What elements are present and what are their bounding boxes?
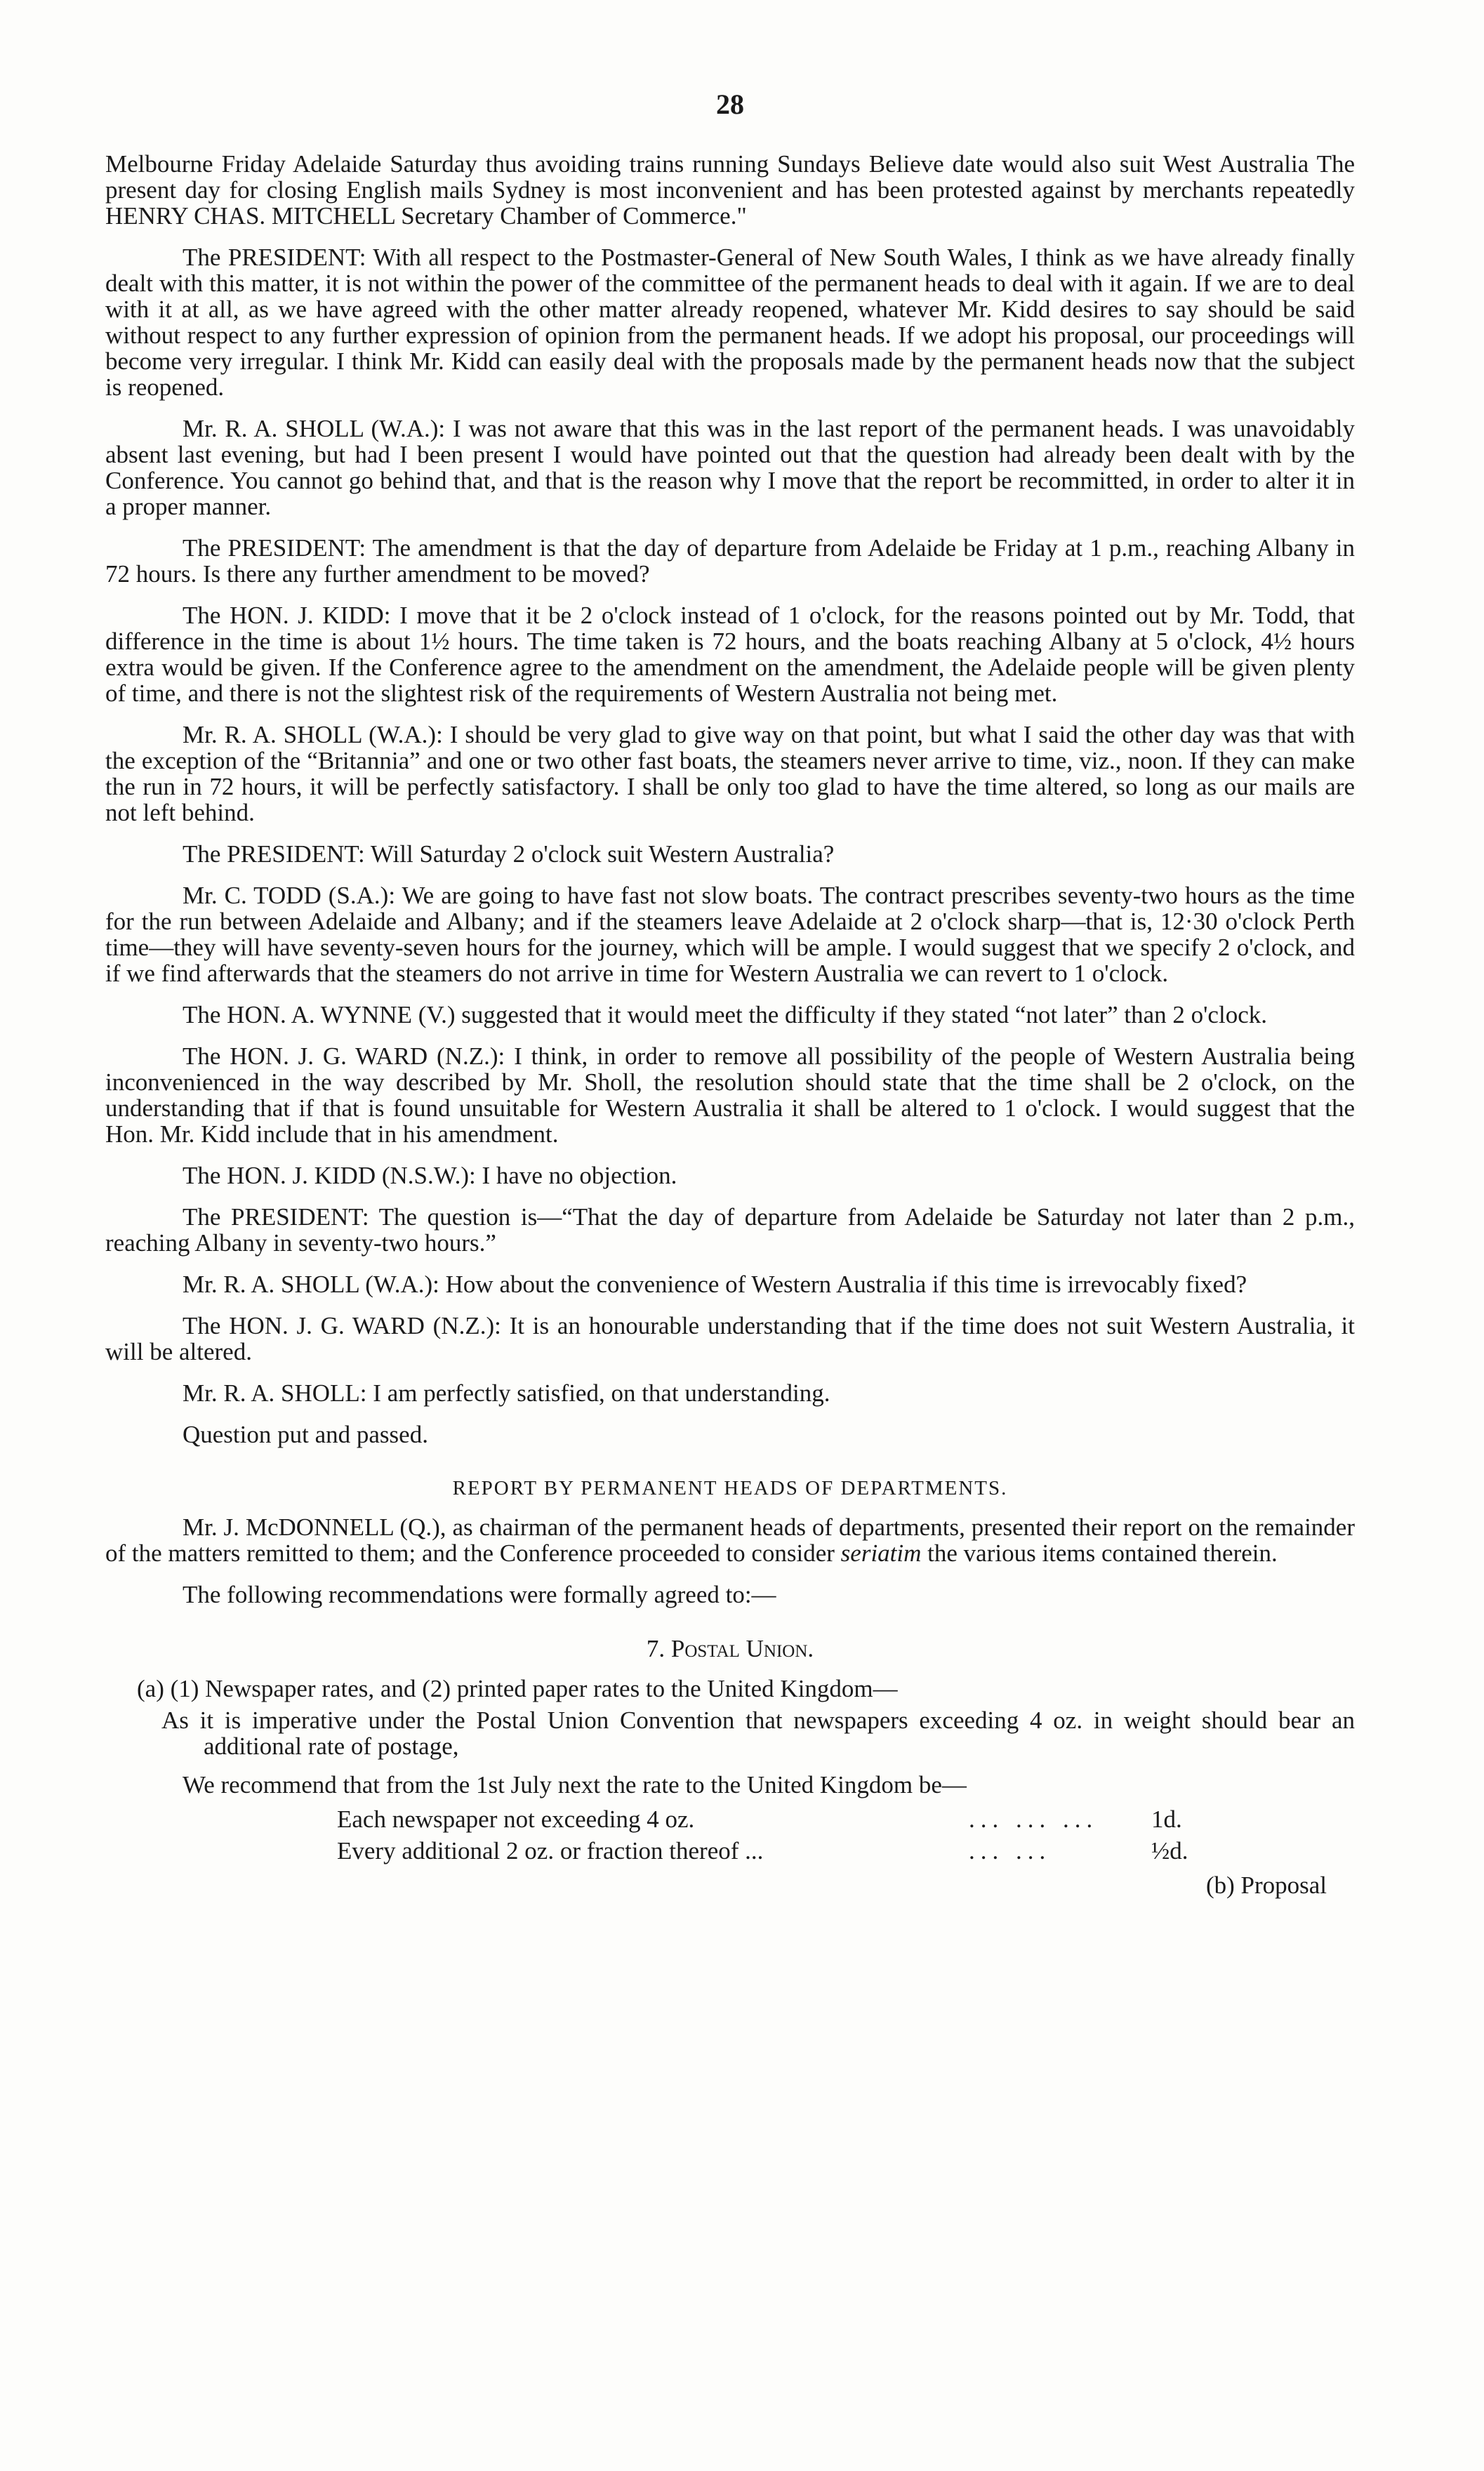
- paragraph-kidd-1: The HON. J. KIDD: I move that it be 2 o'clock instead of 1 o'clock, for the reasons pointed out by Mr. Todd, that difference in the time is about 1½ hours. The time taken is 72 hours, and the boats reaching Albany at 5 o'clock, 4½ hours extra would be given. If the Conference agree to the amendment on the amendment, the Adelaide people will be given plenty of time, and there is not the slightest risk of the requirements of Western Australia not being met.: [105, 602, 1355, 707]
- recommend-line: We recommend that from the 1st July next the rate to the United Kingdom be—: [183, 1771, 967, 1798]
- paragraph-sholl-2: Mr. R. A. SHOLL (W.A.): I should be very glad to give way on that point, but what I said the other day was that with the exception of the “Britannia” and one or two other fast boats, the steamers never arrive to time, viz., noon. If they can make the run in 72 hours, it will be perfectly satisfactory. I shall be only too glad to have the time altered, so long as our mails are not left behind.: [105, 721, 1355, 826]
- page-number: 28: [716, 88, 744, 120]
- paragraph-sholl-3: Mr. R. A. SHOLL (W.A.): How about the convenience of Western Australia if this time is irrevocably fixed?: [183, 1271, 1247, 1298]
- recommendations-intro: The following recommendations were formally agreed to:—: [183, 1581, 776, 1608]
- paragraph-president-2: The PRESIDENT: The amendment is that the day of departure from Adelaide be Friday at 1 p.m., reaching Albany in 72 hours. Is there any further amendment to be moved?: [105, 534, 1355, 588]
- report-text-italic: seriatim: [840, 1539, 922, 1567]
- rate-dots: ... ... ...: [969, 1806, 1099, 1833]
- item-a: (a) (1) Newspaper rates, and (2) printed paper rates to the United Kingdom—: [137, 1675, 898, 1702]
- rate-label: Every additional 2 oz. or fraction thereof ...: [337, 1837, 764, 1864]
- section-heading-postal-union: 7. Postal Union.: [646, 1635, 814, 1662]
- paragraph-wynne: The HON. A. WYNNE (V.) suggested that it would meet the difficulty if they stated “not later” than 2 o'clock.: [183, 1001, 1267, 1028]
- rate-row: [105, 1838, 1214, 1864]
- paragraph-todd: Mr. C. TODD (S.A.): We are going to have fast not slow boats. The contract prescribes seventy-two hours as the time for the run between Adelaide and Albany; and if the steamers leave Adelaide at 2 o'clock sharp—that is, 12·30 o'clock Perth time—they will have seventy-seven hours for the journey, which will be ample. I would suggest that we specify 2 o'clock, and if we find afterwards that the steamers do not arrive in time for Western Australia we can revert to 1 o'clock.: [105, 882, 1355, 987]
- paragraph-question-passed: Question put and passed.: [183, 1421, 428, 1448]
- paragraph-president-1: The PRESIDENT: With all respect to the Postmaster-General of New South Wales, I think as we have already finally dealt with this matter, it is not within the power of the committee of the permanent heads to deal with it again. If we are to deal with it at all, as we have agreed with the other matter already reopened, whatever Mr. Kidd desires to say should be said without respect to any further expression of opinion from the permanent heads. If we adopt his proposal, our proceedings will become very irregular. I think Mr. Kidd can easily deal with the proposals made by the permanent heads now that the subject is reopened.: [105, 244, 1355, 401]
- rate-row: [105, 1806, 1214, 1832]
- item-a-detail: As it is imperative under the Postal Union Convention that newspapers exceeding 4 oz. in weight should bear an additional rate of postage,: [161, 1707, 1355, 1760]
- rate-value: 1d.: [1151, 1806, 1182, 1833]
- paragraph-ward-2: The HON. J. G. WARD (N.Z.): It is an honourable understanding that if the time does not suit Western Australia, it will be altered.: [105, 1312, 1355, 1365]
- paragraph-sholl-1: Mr. R. A. SHOLL (W.A.): I was not aware that this was in the last report of the permanent heads. I was unavoidably absent last evening, but had I been present I would have pointed out that the question had already been dealt with by the Conference. You cannot go behind that, and that is the reason why I move that the report be recommitted, in order to alter it in a proper manner.: [105, 415, 1355, 520]
- catchword: (b) Proposal: [1205, 1872, 1327, 1899]
- report-text-start: Mr. J. McDONNELL (Q.), as chairman of the permanent heads of departments, presented their report on the remainder of the matters remitted to them; and the Conference proceeded to consider: [105, 1513, 1355, 1567]
- rate-value: ½d.: [1151, 1837, 1188, 1864]
- report-text-end: the various items contained therein.: [927, 1539, 1278, 1567]
- paragraph-president-4: The PRESIDENT: The question is—“That the day of departure from Adelaide be Saturday not later than 2 p.m., reaching Albany in seventy-two hours.”: [105, 1203, 1355, 1257]
- paragraph-mcdonnell: [105, 1514, 1355, 1566]
- rate-dots: ... ...: [969, 1837, 1052, 1864]
- paragraph-sholl-4: Mr. R. A. SHOLL: I am perfectly satisfied, on that understanding.: [183, 1379, 830, 1407]
- paragraph-telegram: Melbourne Friday Adelaide Saturday thus avoiding trains running Sundays Believe date would also suit West Australia The present day for closing English mails Sydney is most inconvenient and has been protested against by merchants repeatedly HENRY CHAS. MITCHELL Secretary Chamber of Commerce.": [105, 150, 1355, 230]
- paragraph-president-3: The PRESIDENT: Will Saturday 2 o'clock suit Western Australia?: [183, 840, 835, 868]
- report-heading: REPORT BY PERMANENT HEADS OF DEPARTMENTS.: [452, 1477, 1008, 1499]
- rate-label: Each newspaper not exceeding 4 oz.: [337, 1806, 695, 1833]
- paragraph-kidd-2: The HON. J. KIDD (N.S.W.): I have no objection.: [183, 1162, 677, 1189]
- page-content: [105, 88, 1355, 1899]
- paragraph-ward-1: The HON. J. G. WARD (N.Z.): I think, in order to remove all possibility of the people of Western Australia being inconvenienced in the way described by Mr. Sholl, the resolution should state that the time shall be 2 o'clock, on the understanding that if that is found unsuitable for Western Australia it shall be altered to 1 o'clock. I would suggest that the Hon. Mr. Kidd include that in his amendment.: [105, 1042, 1355, 1148]
